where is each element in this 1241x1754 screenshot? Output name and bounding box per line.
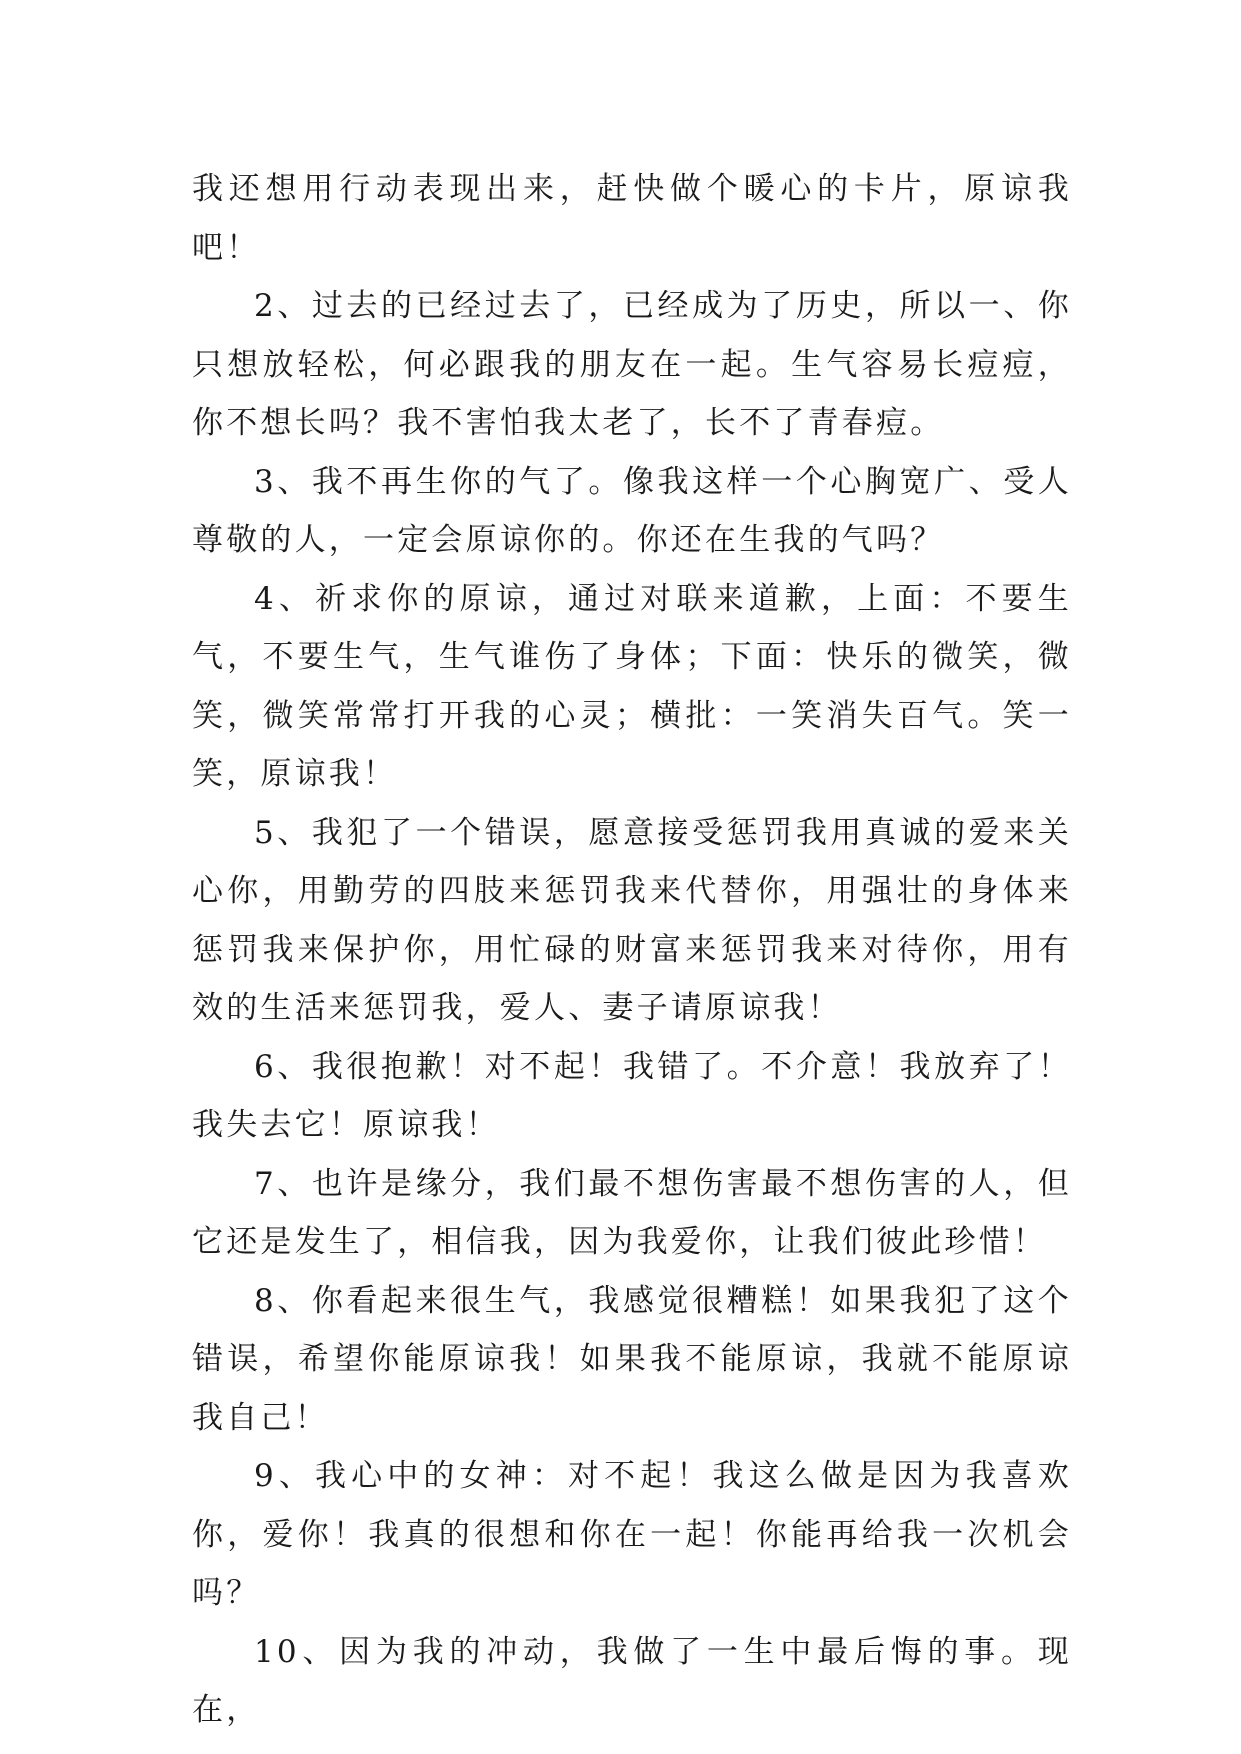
- paragraph-9: 9、我心中的女神：对不起！我这么做是因为我喜欢你，爱你！我真的很想和你在一起！你能再给我一次机会吗？: [192, 1458, 1072, 1611]
- paragraph-continuation: 我还想用行动表现出来，赶快做个暖心的卡片，原谅我吧！: [192, 171, 1072, 266]
- paragraph-5: 5、我犯了一个错误，愿意接受惩罚我用真诚的爱来关心你，用勤劳的四肢来惩罚我来代替你，用强壮的身体来惩罚我来保护你，用忙碌的财富来惩罚我来对待你，用有效的生活来惩罚我，爱人、妻子请原谅我！: [192, 814, 1072, 1026]
- paragraph-4: 4、祈求你的原谅，通过对联来道歉，上面：不要生气，不要生气，生气谁伤了身体；下面：快乐的微笑，微笑，微笑常常打开我的心灵；横批：一笑消失百气。笑一笑，原谅我！: [192, 580, 1072, 792]
- paragraph-6: 6、我很抱歉！对不起！我错了。不介意！我放弃了！我失去它！原谅我！: [192, 1048, 1072, 1143]
- document-body: [192, 160, 1072, 1740]
- paragraph-10: 10、因为我的冲动，我做了一生中最后悔的事。现在，: [192, 1633, 1072, 1728]
- paragraph-8: 8、你看起来很生气，我感觉很糟糕！如果我犯了这个错误，希望你能原谅我！如果我不能原谅，我就不能原谅我自己！: [192, 1282, 1072, 1436]
- paragraph-2: 2、过去的已经过去了，已经成为了历史，所以一、你只想放轻松，何必跟我的朋友在一起。生气容易长痘痘，你不想长吗？我不害怕我太老了，长不了青春痘。: [192, 288, 1072, 441]
- paragraph-7: 7、也许是缘分，我们最不想伤害最不想伤害的人，但它还是发生了，相信我，因为我爱你，让我们彼此珍惜！: [192, 1165, 1072, 1260]
- paragraph-3: 3、我不再生你的气了。像我这样一个心胸宽广、受人尊敬的人，一定会原谅你的。你还在生我的气吗？: [192, 463, 1072, 558]
